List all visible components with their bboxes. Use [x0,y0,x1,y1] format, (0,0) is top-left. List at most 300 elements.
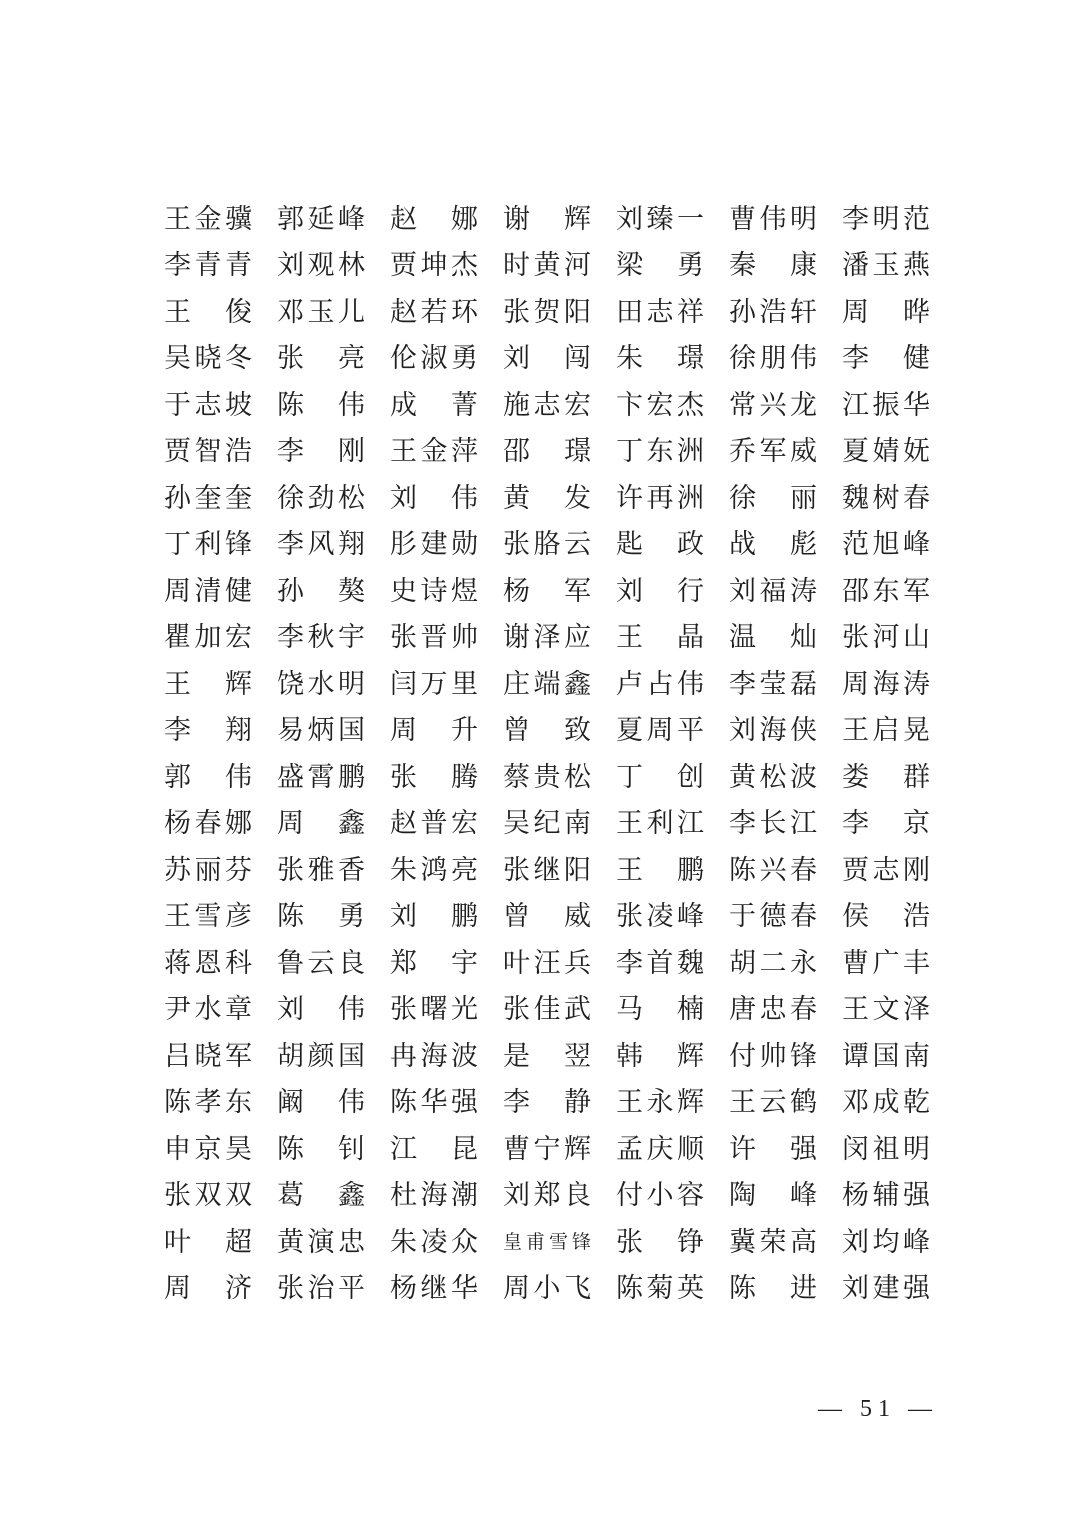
name-char: 唐 [729,994,756,1025]
name-char: 孝 [194,1087,222,1118]
name-char: 饶 [277,668,304,699]
name-char: 顺 [677,1133,704,1164]
name-char: 强 [903,1180,930,1211]
name-char: 邵 [503,436,530,467]
name-char: 陈 [277,1133,304,1164]
name-char: 波 [790,761,817,792]
name-cell [729,568,817,615]
name-char: 科 [225,947,252,978]
name-cell [390,568,478,615]
name-char: 苏 [164,854,191,885]
name-cell [503,1033,591,1080]
name-char: 施 [503,389,530,420]
name-char: 甫 [525,1231,545,1253]
name-char: 黄 [533,250,561,281]
name-cell [729,1266,817,1313]
name-char: 赵 [390,808,417,839]
name-cell [277,661,365,708]
name-char: 秦 [729,250,756,281]
name-char: 炳 [307,715,335,746]
name-char: 波 [451,1040,478,1071]
name-cell [277,1219,365,1266]
name-char: 许 [729,1133,756,1164]
name-cell [277,336,365,383]
name-char: 闵 [842,1133,869,1164]
name-char: 涛 [903,668,930,699]
name-char: 龙 [790,389,817,420]
name-char: 付 [616,1180,643,1211]
name-char: 李 [842,203,869,234]
name-cell [616,289,704,336]
name-char: 獒 [338,575,365,606]
name-char: 燕 [903,250,930,281]
name-char: 良 [338,947,365,978]
name-char: 黄 [503,482,530,513]
name-char: 威 [564,901,591,932]
name-cell [164,987,252,1034]
name-char: 江 [677,808,704,839]
name-char: 叶 [503,947,530,978]
name-cell [277,1266,365,1313]
name-cell [616,1033,704,1080]
name-char: 赵 [390,203,417,234]
name-cell [503,475,591,522]
name-char: 贺 [533,296,561,327]
name-cell [390,1219,478,1266]
name-cell [390,708,478,755]
name-cell [616,1173,704,1220]
name-cell [616,475,704,522]
name-cell [277,1033,365,1080]
name-char: 云 [759,1087,787,1118]
name-char: 勋 [451,529,478,560]
name-cell [729,196,817,243]
name-char: 福 [759,575,787,606]
name-char: 峰 [903,1226,930,1257]
name-cell [390,940,478,987]
name-char: 莹 [759,668,787,699]
name-char: 香 [338,854,365,885]
name-char: 陈 [277,389,304,420]
name-cell [503,568,591,615]
name-char: 周 [842,668,869,699]
name-char: 平 [338,1273,365,1304]
name-cell [842,243,930,290]
name-char: 刘 [503,1180,530,1211]
name-char: 刚 [338,436,365,467]
name-char: 张 [842,622,869,653]
name-char: 瞿 [164,622,191,653]
name-cell [729,1126,817,1173]
name-char: 高 [790,1226,817,1257]
name-cell [729,708,817,755]
name-char: 春 [903,482,930,513]
name-char: 文 [872,994,900,1025]
name-char: 海 [420,1180,448,1211]
name-char: 春 [790,854,817,885]
name-char: 静 [564,1087,591,1118]
name-cell [616,940,704,987]
name-char: 范 [842,529,869,560]
name-char: 锋 [790,1040,817,1071]
name-cell [842,1080,930,1127]
name-char: 青 [225,250,252,281]
name-char: 勇 [677,250,704,281]
name-char: 王 [842,715,869,746]
name-char: 蒋 [164,947,191,978]
name-char: 凌 [420,1226,448,1257]
name-char: 王 [164,203,191,234]
name-cell [164,615,252,662]
name-char: 刘 [390,901,417,932]
name-char: 朱 [390,1226,417,1257]
name-char: 志 [646,296,674,327]
name-char: 于 [729,901,756,932]
name-char: 伟 [790,343,817,374]
name-cell [503,522,591,569]
name-cell [390,522,478,569]
name-char: 付 [729,1040,756,1071]
name-char: 陈 [164,1087,191,1118]
name-char: 李 [277,622,304,653]
name-char: 胡 [729,947,756,978]
name-char: 吕 [164,1040,191,1071]
name-cell [164,661,252,708]
name-cell [729,894,817,941]
name-char: 李 [503,1087,530,1118]
name-char: 霄 [307,761,335,792]
name-char: 永 [646,1087,674,1118]
name-char: 军 [903,575,930,606]
name-cell [277,1173,365,1220]
name-char: 刘 [390,482,417,513]
name-char: 邵 [842,575,869,606]
name-cell [616,429,704,476]
name-char: 华 [451,1273,478,1304]
name-char: 鹤 [790,1087,817,1118]
name-cell [729,336,817,383]
name-char: 吴 [164,343,191,374]
name-char: 伟 [338,1087,365,1118]
name-char: 邓 [277,296,304,327]
name-char: 亮 [338,343,365,374]
name-char: 闯 [564,343,591,374]
name-cell [277,568,365,615]
name-char: 伟 [759,203,787,234]
name-char: 孟 [616,1133,643,1164]
name-char: 田 [616,296,643,327]
name-char: 继 [533,854,561,885]
name-char: 泽 [533,622,561,653]
name-char: 宁 [533,1133,561,1164]
name-cell [164,894,252,941]
name-char: 张 [616,1226,643,1257]
name-char: 魏 [677,947,704,978]
name-char: 良 [564,1180,591,1211]
name-char: 卢 [616,668,643,699]
name-char: 军 [564,575,591,606]
name-char: 明 [790,203,817,234]
name-char: 容 [677,1180,704,1211]
name-cell [164,1033,252,1080]
name-cell [503,801,591,848]
name-cell [390,615,478,662]
name-cell [164,289,252,336]
name-char: 丽 [194,854,222,885]
name-char: 周 [503,1273,530,1304]
name-char: 平 [677,715,704,746]
name-char: 晔 [903,296,930,327]
name-char: 潘 [842,250,869,281]
name-cell [277,243,365,290]
name-char: 风 [307,529,335,560]
name-char: 梁 [616,250,643,281]
name-char: 翔 [338,529,365,560]
name-char: 凌 [646,901,674,932]
name-cell [729,1219,817,1266]
name-char: 一 [677,203,704,234]
name-cell [729,1080,817,1127]
name-char: 鸿 [420,854,448,885]
name-char: 璟 [564,436,591,467]
name-char: 晃 [903,715,930,746]
name-char: 浩 [903,901,930,932]
name-char: 峰 [677,901,704,932]
name-char: 成 [872,1087,900,1118]
name-char: 演 [307,1226,335,1257]
name-cell [729,243,817,290]
name-cell [277,382,365,429]
name-char: 治 [307,1273,335,1304]
name-cell [616,801,704,848]
name-char: 浩 [225,436,252,467]
name-cell [390,196,478,243]
name-char: 黄 [277,1226,304,1257]
name-char: 匙 [616,529,643,560]
name-cell [842,801,930,848]
name-cell [277,615,365,662]
name-char: 张 [277,343,304,374]
name-char: 张 [616,901,643,932]
name-char: 叶 [164,1226,191,1257]
name-cell [164,1126,252,1173]
name-cell [390,382,478,429]
name-cell [842,522,930,569]
name-char: 彪 [790,529,817,560]
name-cell [503,382,591,429]
name-char: 鑫 [338,1180,365,1211]
name-char: 升 [451,715,478,746]
name-char: 孙 [729,296,756,327]
name-char: 马 [616,994,643,1025]
name-char: 朱 [616,343,643,374]
name-char: 阳 [564,296,591,327]
name-char: 阳 [564,854,591,885]
name-char: 曙 [420,994,448,1025]
name-cell [277,801,365,848]
name-char: 张 [164,1180,191,1211]
name-char: 盛 [277,761,304,792]
name-cell [390,1173,478,1220]
name-char: 陈 [729,1273,756,1304]
name-char: 康 [790,250,817,281]
name-char: 煜 [451,575,478,606]
name-char: 帅 [759,1040,787,1071]
name-char: 发 [564,482,591,513]
name-char: 鲁 [277,947,304,978]
name-cell [616,615,704,662]
name-char: 帅 [451,622,478,653]
name-char: 杨 [842,1180,869,1211]
name-char: 昊 [225,1133,252,1164]
name-char: 昆 [451,1133,478,1164]
name-cell [164,1080,252,1127]
name-char: 志 [194,389,222,420]
name-char: 于 [164,389,191,420]
name-char: 洲 [677,436,704,467]
name-char: 刘 [842,1226,869,1257]
name-char: 尹 [164,994,191,1025]
name-char: 灿 [790,622,817,653]
name-char: 二 [759,947,787,978]
name-char: 儿 [338,296,365,327]
name-char: 超 [225,1226,252,1257]
name-char: 徐 [277,482,304,513]
name-char: 东 [872,575,900,606]
name-char: 志 [533,389,561,420]
name-char: 恩 [194,947,222,978]
name-char: 宏 [225,622,252,653]
name-cell [277,940,365,987]
name-char: 张 [277,1273,304,1304]
name-char: 延 [307,203,335,234]
name-char: 徐 [729,343,756,374]
name-char: 杜 [390,1180,417,1211]
name-char: 强 [451,1087,478,1118]
name-cell [842,1033,930,1080]
name-char: 鹏 [338,761,365,792]
name-char: 郑 [390,947,417,978]
name-cell [164,522,252,569]
name-char: 王 [164,668,191,699]
name-char: 宏 [451,808,478,839]
name-char: 王 [390,436,417,467]
name-char: 菁 [451,389,478,420]
name-char: 轩 [790,296,817,327]
name-char: 宇 [338,622,365,653]
name-char: 乾 [903,1087,930,1118]
name-char: 继 [420,1273,448,1304]
name-char: 邓 [842,1087,869,1118]
name-char: 杰 [677,389,704,420]
name-char: 祖 [872,1133,900,1164]
name-char: 兴 [759,854,787,885]
name-char: 周 [164,575,191,606]
name-char: 芬 [225,854,252,885]
name-char: 旭 [872,529,900,560]
name-char: 刘 [277,994,304,1025]
name-char: 应 [564,622,591,653]
name-char: 周 [164,1273,191,1304]
name-char: 周 [842,296,869,327]
name-char: 王 [616,1087,643,1118]
name-char: 曾 [503,901,530,932]
name-char: 宏 [646,389,674,420]
name-char: 双 [225,1180,252,1211]
name-char: 刘 [729,575,756,606]
name-char: 鹏 [677,854,704,885]
name-char: 战 [729,529,756,560]
name-char: 王 [616,808,643,839]
name-char: 史 [390,575,417,606]
name-char: 李 [164,250,191,281]
name-char: 祥 [677,296,704,327]
name-cell [164,1219,252,1266]
name-char: 张 [390,761,417,792]
name-char: 刚 [903,854,930,885]
name-char: 松 [564,761,591,792]
name-cell [277,1080,365,1127]
name-char: 常 [729,389,756,420]
name-char: 颜 [307,1040,335,1071]
name-char: 郑 [533,1180,561,1211]
name-cell [616,754,704,801]
name-char: 伟 [677,668,704,699]
name-cell [616,1080,704,1127]
name-char: 张 [277,854,304,885]
name-char: 雪 [194,901,222,932]
name-char: 创 [677,761,704,792]
name-char: 强 [790,1133,817,1164]
name-cell [503,708,591,755]
name-char: 刘 [277,250,304,281]
name-char: 臻 [646,203,674,234]
name-cell [164,801,252,848]
name-char: 鹏 [451,901,478,932]
name-char: 贾 [164,436,191,467]
name-cell [277,708,365,755]
name-cell [729,987,817,1034]
name-cell [842,429,930,476]
name-char: 英 [677,1273,704,1304]
name-char: 易 [277,715,304,746]
name-cell [616,243,704,290]
name-char: 政 [677,529,704,560]
name-cell [277,429,365,476]
name-char: 楠 [677,994,704,1025]
name-char: 王 [164,296,191,327]
name-char: 王 [616,622,643,653]
name-char: 松 [759,761,787,792]
name-char: 谭 [842,1040,869,1071]
name-char: 潮 [451,1180,478,1211]
name-char: 乔 [729,436,756,467]
name-cell [503,1219,591,1266]
name-cell [277,847,365,894]
name-char: 建 [872,1273,900,1304]
name-char: 双 [194,1180,222,1211]
name-char: 健 [225,575,252,606]
name-char: 贵 [533,761,561,792]
name-char: 汪 [533,947,561,978]
name-char: 武 [564,994,591,1025]
name-char: 夏 [616,715,643,746]
name-char: 济 [225,1273,252,1304]
name-char: 勇 [338,901,365,932]
name-char: 水 [307,668,335,699]
name-char: 葛 [277,1180,304,1211]
name-cell [842,894,930,941]
